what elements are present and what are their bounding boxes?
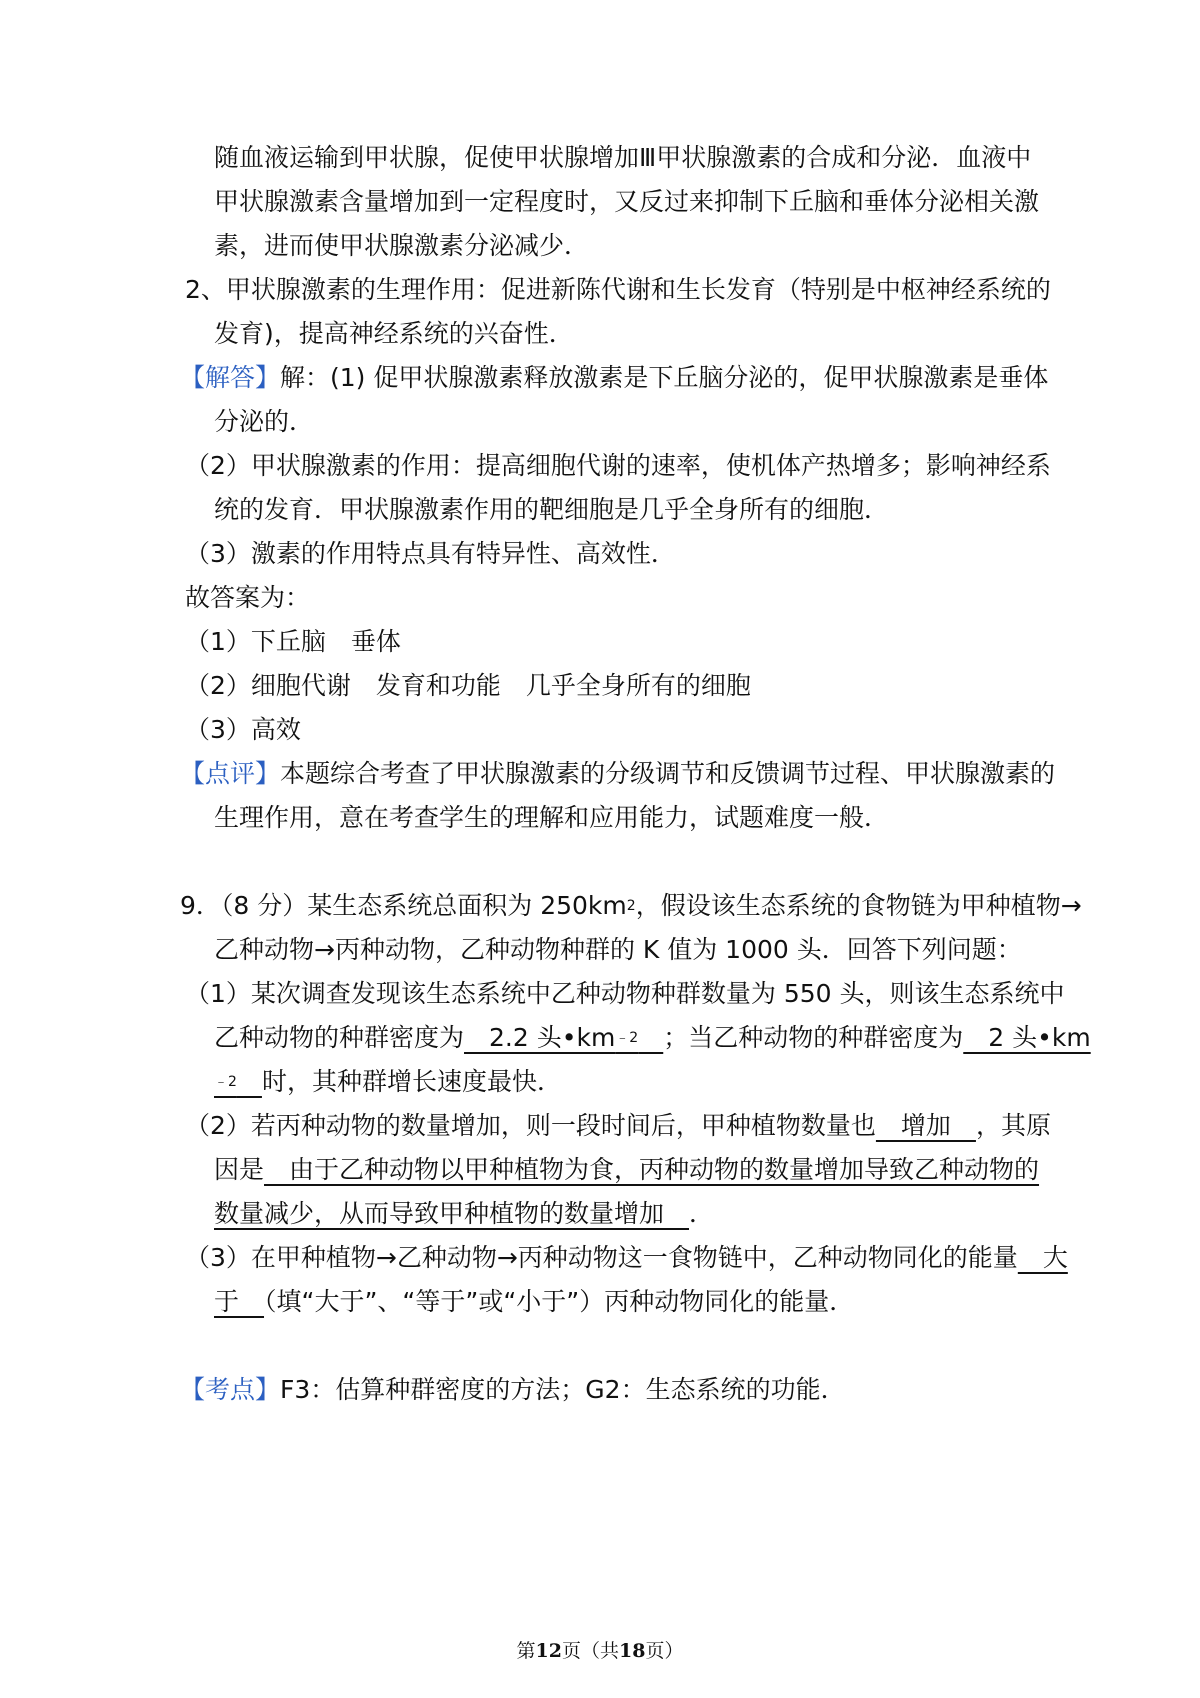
answer-blank: 2 头•km [963, 1023, 1091, 1052]
subquestion-2-line: 数量减少，从而导致甲种植物的数量增加 ． [214, 1199, 715, 1228]
analysis-line: 甲状腺激素含量增加到一定程度时，又反过来抑制下丘脑和垂体分泌相关激 [214, 187, 1040, 216]
page-total: 18 [619, 1640, 646, 1662]
kaodian-tag: 【考点】 [180, 1375, 281, 1404]
comment-tag: 【点评】 [180, 759, 281, 788]
answer-line: 统的发育．甲状腺激素作用的靶细胞是几乎全身所有的细胞． [214, 495, 890, 524]
answer-blank: 大 [1017, 1243, 1068, 1272]
subquestion-3-line: （3）在甲种植物→乙种动物→丙种动物这一食物链中，乙种动物同化的能量 大 [185, 1243, 1068, 1272]
answer-item: （2）细胞代谢 发育和功能 几乎全身所有的细胞 [185, 671, 751, 700]
question-9-stem: 9．（8 分）某生态系统总面积为 $250km^2$，假设该生态系统的食物链为甲种植物→ [180, 891, 1082, 920]
kaodian-line [180, 1372, 846, 1408]
answer-tag: 【解答】 [180, 363, 281, 392]
subquestion-1-line: （1）某次调查发现该生态系统中乙种动物种群数量为 550 头，则该生态系统中 [185, 979, 1065, 1008]
answer-item: （1）下丘脑 垂体 [185, 627, 401, 656]
analysis-line: 素，进而使甲状腺激素分泌减少． [214, 231, 590, 260]
answer-line: （2）甲状腺激素的作用：提高细胞代谢的速率，使机体产热增多；影响神经系 [185, 451, 1051, 480]
answer-line: 分泌的． [214, 407, 315, 436]
page-number: 12 [535, 1640, 562, 1662]
answer-blank: 2.2 头$•km^{﹣2}$ [464, 1023, 639, 1052]
answer-text: 解：(1) 促甲状腺激素释放激素是下丘脑分泌的，促甲状腺激素是垂体 [280, 363, 1049, 392]
question-9-stem: 乙种动物→丙种动物，乙种动物种群的 K 值为 1000 头．回答下列问题： [214, 935, 1022, 964]
answer-line [180, 360, 1048, 396]
subquestion-1-line: 乙种动物的种群密度为 2.2 头$•km^{﹣2}$ ；当乙种动物的种群密度为 2 头•km [214, 1023, 1091, 1052]
comment-line [180, 756, 1055, 792]
answer-blank: 增加 [875, 1111, 976, 1140]
kaodian-text: F3：估算种群密度的方法；G2：生态系统的功能． [280, 1375, 846, 1404]
answer-blank: 由于乙种动物以甲种植物为食，丙种动物的数量增加导致乙种动物的 [264, 1155, 1040, 1184]
subquestion-3-line: 于 （填“大于”、“等于”或“小于”）丙种动物同化的能量． [214, 1287, 855, 1316]
answer-blank: ﹣2 [214, 1074, 237, 1090]
answer-blank: 数量减少，从而导致甲种植物的数量增加 [214, 1199, 690, 1228]
analysis-line: 随血液运输到甲状腺，促使甲状腺增加Ⅲ甲状腺激素的合成和分泌．血液中 [214, 143, 1032, 172]
answer-line: （3）激素的作用特点具有特异性、高效性． [185, 539, 676, 568]
comment-line: 生理作用，意在考查学生的理解和应用能力，试题难度一般． [214, 803, 890, 832]
point-2-line: 2、甲状腺激素的生理作用：促进新陈代谢和生长发育（特别是中枢神经系统的 [185, 275, 1051, 304]
answer-summary-label: 故答案为： [185, 583, 311, 612]
subquestion-2-line: 因是 由于乙种动物以甲种植物为食，丙种动物的数量增加导致乙种动物的 [214, 1155, 1040, 1184]
subquestion-2-line: （2）若丙种动物的数量增加，则一段时间后，甲种植物数量也 增加 ，其原 [185, 1111, 1051, 1140]
answer-item: （3）高效 [185, 715, 301, 744]
answer-blank: 于 [214, 1287, 265, 1316]
point-2-line: 发育)，提高神经系统的兴奋性． [214, 319, 574, 348]
page-footer: 第12页（共18页） [516, 1640, 684, 1662]
comment-text: 本题综合考查了甲状腺激素的分级调节和反馈调节过程、甲状腺激素的 [280, 759, 1056, 788]
subquestion-1-line: $^{﹣2}$ 时，其种群增长速度最快． [214, 1067, 562, 1096]
